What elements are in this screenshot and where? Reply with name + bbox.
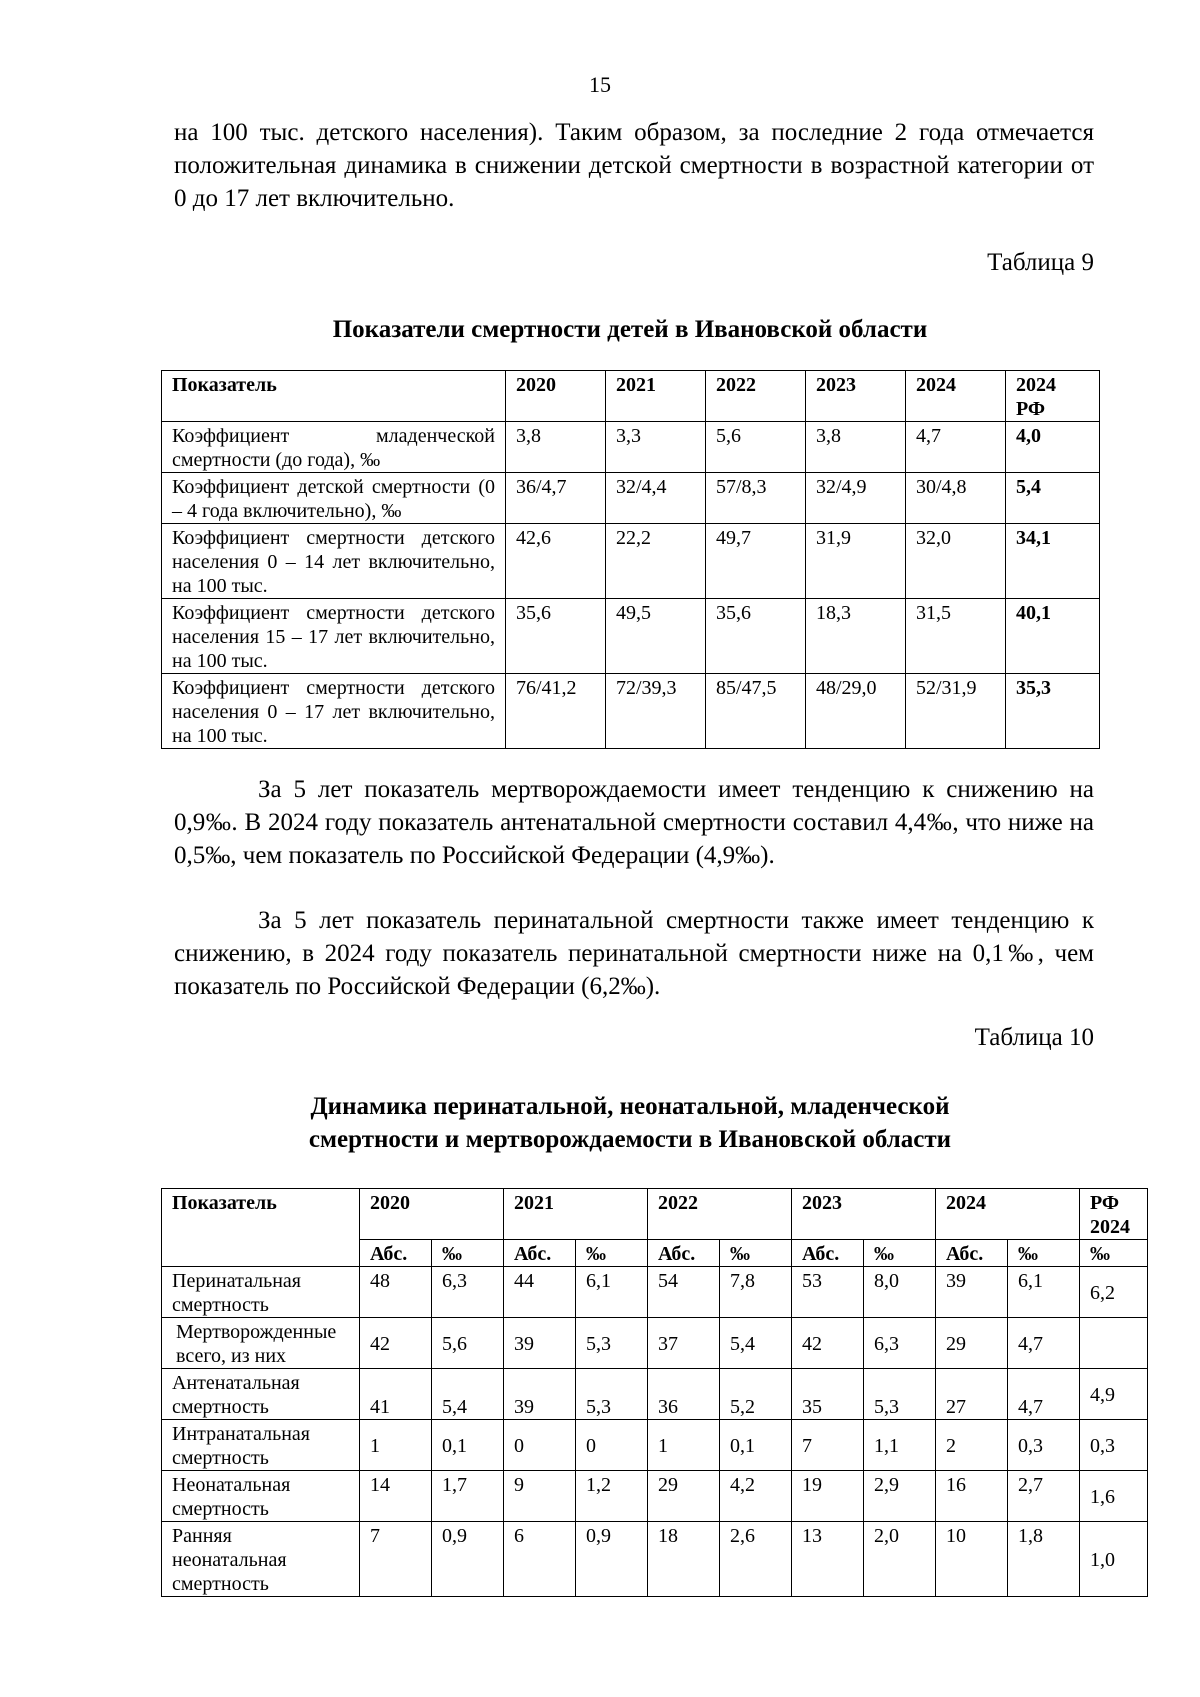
table10-value-cell: 1,8 <box>1008 1522 1080 1597</box>
table10-value-cell: 53 <box>792 1267 864 1318</box>
table10-value-cell: 1 <box>648 1420 720 1471</box>
table9-header-cell: 2023 <box>806 371 906 422</box>
table9-value-cell: 35,6 <box>706 599 806 674</box>
table10-value-cell: 5,3 <box>864 1369 936 1420</box>
table9-header-cell: 2022 <box>706 371 806 422</box>
table9-value-cell: 32,0 <box>906 524 1006 599</box>
table10-title-line: Динамика перинатальной, неонатальной, младенческой <box>310 1093 950 1120</box>
table10-rf-cell: 1,0 <box>1080 1522 1148 1597</box>
table10-value-cell: 4,7 <box>1008 1318 1080 1369</box>
table10-indicator-cell: Перинатальная смертность <box>162 1267 360 1318</box>
table-row <box>162 1318 1148 1369</box>
table10-value-cell: 35 <box>792 1369 864 1420</box>
table9-indicator-cell: Коэффициент младенческой смертности (до года), ‰ <box>162 422 506 473</box>
table10-value-cell: 4,7 <box>1008 1369 1080 1420</box>
table10-value-cell: 6,3 <box>864 1318 936 1369</box>
table10-value-cell: 1,1 <box>864 1420 936 1471</box>
table10-value-cell: 0,1 <box>720 1420 792 1471</box>
table10-sub-abs: Абс. <box>792 1240 864 1267</box>
table-row <box>162 674 1100 749</box>
table9-value-cell: 3,3 <box>606 422 706 473</box>
table10-value-cell: 9 <box>504 1471 576 1522</box>
table9-value-cell: 31,5 <box>906 599 1006 674</box>
table10-value-cell: 54 <box>648 1267 720 1318</box>
table10-value-cell: 16 <box>936 1471 1008 1522</box>
table10-value-cell: 0,3 <box>1008 1420 1080 1471</box>
table9-value-cell: 42,6 <box>506 524 606 599</box>
table9-indicator-cell: Коэффициент детской смертности (0 – 4 года включительно), ‰ <box>162 473 506 524</box>
table-row <box>162 473 1100 524</box>
table10-year-header: 2024 <box>936 1189 1080 1240</box>
paragraph-stillbirth: За 5 лет показатель мертворождаемости имеет тенденцию к снижению на 0,9‰. В 2024 году показатель антенатальной смертности составил 4,4‰, что ниже на 0,5‰, чем показатель по Российской Федерации (4,9‰). <box>174 776 1094 869</box>
table10-sub-permille: ‰ <box>864 1240 936 1267</box>
table9-value-cell: 31,9 <box>806 524 906 599</box>
table10-value-cell: 19 <box>792 1471 864 1522</box>
table10-value-cell: 10 <box>936 1522 1008 1597</box>
table9-rf-cell: 40,1 <box>1006 599 1100 674</box>
table9-label: Таблица 9 <box>987 249 1094 276</box>
table10-value-cell: 2,9 <box>864 1471 936 1522</box>
table9-value-cell: 72/39,3 <box>606 674 706 749</box>
table-row <box>162 422 1100 473</box>
table9-value-cell: 5,6 <box>706 422 806 473</box>
table10-value-cell: 42 <box>792 1318 864 1369</box>
table10-indicator-cell: Ранняя неонатальная смертность <box>162 1522 360 1597</box>
table9-value-cell: 3,8 <box>506 422 606 473</box>
table10-sub-abs: Абс. <box>360 1240 432 1267</box>
table10-rf-cell: 0,3 <box>1080 1420 1148 1471</box>
table9-header-cell: 2020 <box>506 371 606 422</box>
table10-header-row <box>162 1189 1148 1240</box>
table9-value-cell: 57/8,3 <box>706 473 806 524</box>
table10-value-cell: 7 <box>360 1522 432 1597</box>
table9-value-cell: 49,5 <box>606 599 706 674</box>
table10-label: Таблица 10 <box>974 1024 1094 1051</box>
table10-value-cell: 0,9 <box>576 1522 648 1597</box>
table10-value-cell: 6,3 <box>432 1267 504 1318</box>
table-row <box>162 1471 1148 1522</box>
table9-value-cell: 85/47,5 <box>706 674 806 749</box>
table9-indicator-cell: Коэффициент смертности детского населения 15 – 17 лет включительно, на 100 тыс. <box>162 599 506 674</box>
table9-header-cell: 2024 <box>906 371 1006 422</box>
table9-value-cell: 30/4,8 <box>906 473 1006 524</box>
table10-value-cell: 39 <box>504 1318 576 1369</box>
table9-title: Показатели смертности детей в Ивановской области <box>332 316 928 343</box>
table9-rf-cell: 4,0 <box>1006 422 1100 473</box>
table10-value-cell: 27 <box>936 1369 1008 1420</box>
table10-value-cell: 48 <box>360 1267 432 1318</box>
table9-value-cell: 76/41,2 <box>506 674 606 749</box>
table10-value-cell: 0,1 <box>432 1420 504 1471</box>
table10-value-cell: 5,3 <box>576 1318 648 1369</box>
table10-title <box>160 1090 1100 1156</box>
table10-value-cell: 2,6 <box>720 1522 792 1597</box>
table-row <box>162 1267 1148 1318</box>
table-row <box>162 599 1100 674</box>
table10-value-cell: 39 <box>504 1369 576 1420</box>
table10-indicator-cell: Антенатальная смертность <box>162 1369 360 1420</box>
table10-year-header: 2023 <box>792 1189 936 1240</box>
table-row <box>162 1522 1148 1597</box>
table10-value-cell: 14 <box>360 1471 432 1522</box>
table10-indicator-cell: Неонатальная смертность <box>162 1471 360 1522</box>
table9-header-cell: 2024 РФ <box>1006 371 1100 422</box>
table10-value-cell: 1 <box>360 1420 432 1471</box>
table10-value-cell: 6,1 <box>576 1267 648 1318</box>
table9-value-cell: 35,6 <box>506 599 606 674</box>
table9-value-cell: 32/4,9 <box>806 473 906 524</box>
table9-value-cell: 4,7 <box>906 422 1006 473</box>
table10-value-cell: 41 <box>360 1369 432 1420</box>
table10-rf-cell: 4,9 <box>1080 1369 1148 1420</box>
table10-value-cell: 4,2 <box>720 1471 792 1522</box>
table9 <box>161 370 1100 749</box>
table10-year-header: 2022 <box>648 1189 792 1240</box>
table10-header-cell: Показатель <box>162 1189 360 1267</box>
table10-value-cell: 7 <box>792 1420 864 1471</box>
table10-value-cell: 5,2 <box>720 1369 792 1420</box>
table10-value-cell: 7,8 <box>720 1267 792 1318</box>
table10-sub-abs: Абс. <box>936 1240 1008 1267</box>
table9-indicator-cell: Коэффициент смертности детского населения 0 – 14 лет включительно, на 100 тыс. <box>162 524 506 599</box>
table10-sub-permille: ‰ <box>576 1240 648 1267</box>
table-row <box>162 1420 1148 1471</box>
table10-sub-abs: Абс. <box>504 1240 576 1267</box>
table10-value-cell: 0 <box>576 1420 648 1471</box>
table10-sub-permille: ‰ <box>432 1240 504 1267</box>
table10-rf-cell <box>1080 1318 1148 1369</box>
table9-rf-cell: 5,4 <box>1006 473 1100 524</box>
table10-value-cell: 2,0 <box>864 1522 936 1597</box>
table9-indicator-cell: Коэффициент смертности детского населения 0 – 17 лет включительно, на 100 тыс. <box>162 674 506 749</box>
table-row <box>162 524 1100 599</box>
table10-value-cell: 13 <box>792 1522 864 1597</box>
table9-header-cell: 2021 <box>606 371 706 422</box>
table10-value-cell: 0,9 <box>432 1522 504 1597</box>
table10-sub-abs: Абс. <box>648 1240 720 1267</box>
table9-rf-cell: 35,3 <box>1006 674 1100 749</box>
table10-value-cell: 44 <box>504 1267 576 1318</box>
table10-sub-permille: ‰ <box>1080 1240 1148 1267</box>
table10-rf-cell: 1,6 <box>1080 1471 1148 1522</box>
table10-value-cell: 0 <box>504 1420 576 1471</box>
table9-rf-cell: 34,1 <box>1006 524 1100 599</box>
table10-value-cell: 42 <box>360 1318 432 1369</box>
table10-value-cell: 29 <box>648 1471 720 1522</box>
table9-value-cell: 52/31,9 <box>906 674 1006 749</box>
table10 <box>161 1188 1148 1597</box>
table9-value-cell: 22,2 <box>606 524 706 599</box>
table9-value-cell: 36/4,7 <box>506 473 606 524</box>
table10-indicator-cell: Мертворожденные всего, из них <box>162 1318 360 1369</box>
table10-value-cell: 36 <box>648 1369 720 1420</box>
table10-title-line: смертности и мертворождаемости в Ивановской области <box>308 1126 952 1153</box>
table10-value-cell: 5,6 <box>432 1318 504 1369</box>
table10-year-header: 2020 <box>360 1189 504 1240</box>
table10-rf-cell: 6,2 <box>1080 1267 1148 1318</box>
table9-value-cell: 3,8 <box>806 422 906 473</box>
table10-value-cell: 5,4 <box>720 1318 792 1369</box>
table9-header-cell: Показатель <box>162 371 506 422</box>
paragraph-intro: на 100 тыс. детского населения). Таким образом, за последние 2 года отмечается положительная динамика в снижении детской смертности в возрастной категории от 0 до 17 лет включительно. <box>174 119 1094 212</box>
table10-value-cell: 6,1 <box>1008 1267 1080 1318</box>
table10-value-cell: 39 <box>936 1267 1008 1318</box>
table9-value-cell: 49,7 <box>706 524 806 599</box>
table9-value-cell: 32/4,4 <box>606 473 706 524</box>
paragraph-perinatal: За 5 лет показатель перинатальной смертности также имеет тенденцию к снижению, в 2024 году показатель перинатальной смертности ниже на 0,1‰, чем показатель по Российской Федерации (6,2‰). <box>174 907 1094 1000</box>
table10-year-header: 2021 <box>504 1189 648 1240</box>
table10-value-cell: 5,4 <box>432 1369 504 1420</box>
table10-rf-header: РФ 2024 <box>1080 1189 1148 1240</box>
table10-value-cell: 8,0 <box>864 1267 936 1318</box>
table10-value-cell: 6 <box>504 1522 576 1597</box>
table10-value-cell: 18 <box>648 1522 720 1597</box>
table10-indicator-cell: Интранатальная смертность <box>162 1420 360 1471</box>
table10-value-cell: 1,7 <box>432 1471 504 1522</box>
table9-value-cell: 18,3 <box>806 599 906 674</box>
table10-value-cell: 2 <box>936 1420 1008 1471</box>
table-row <box>162 1369 1148 1420</box>
page-number: 15 <box>589 72 611 97</box>
table10-value-cell: 2,7 <box>1008 1471 1080 1522</box>
table10-value-cell: 5,3 <box>576 1369 648 1420</box>
table10-sub-permille: ‰ <box>720 1240 792 1267</box>
table10-value-cell: 37 <box>648 1318 720 1369</box>
table10-value-cell: 29 <box>936 1318 1008 1369</box>
table9-value-cell: 48/29,0 <box>806 674 906 749</box>
table10-sub-permille: ‰ <box>1008 1240 1080 1267</box>
table9-header-row <box>162 371 1100 422</box>
table10-value-cell: 1,2 <box>576 1471 648 1522</box>
